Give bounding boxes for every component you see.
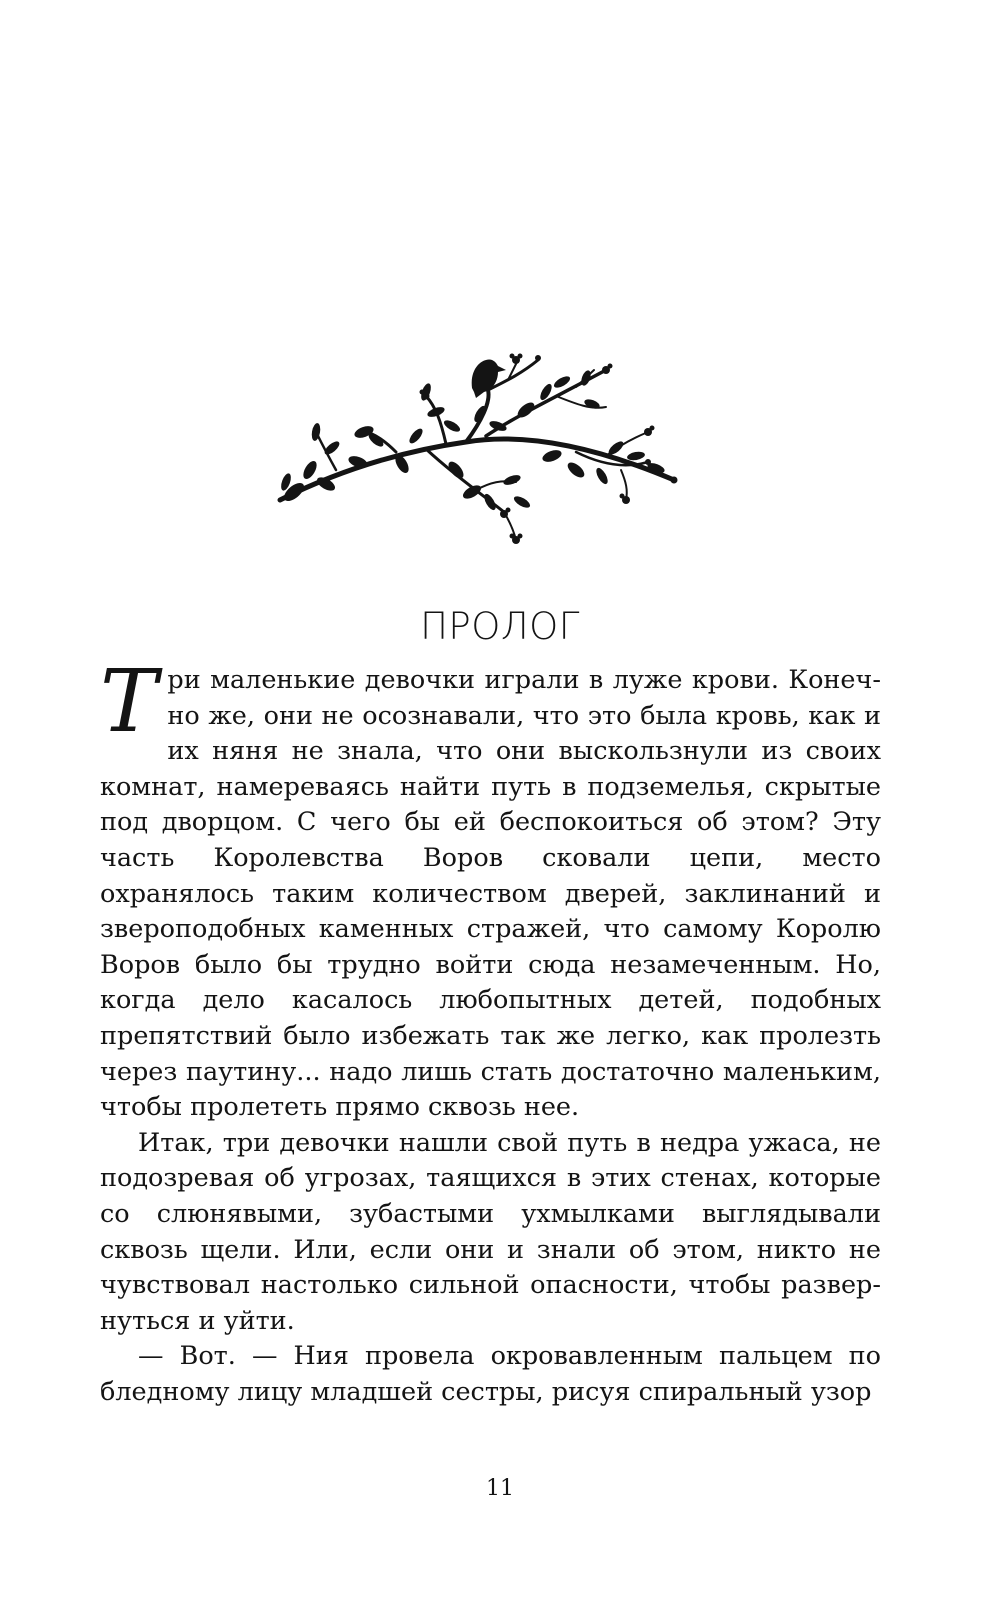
chapter-body [100,652,881,1410]
branch-with-bird-icon [276,352,680,548]
paragraph-text: ри маленькие девочки играли в луже крови. Конечно же, они не осознавали, что это была кровь, как и их няня не знала, что они выскользнули из своих комнат, намереваясь найти путь в подземелья, скрытые под дворцом. С чего бы ей беспокоиться об этом? Эту часть Королевства Воров сковали цепи, место охранялось таким количеством дверей, заклинаний и звероподобных каменных стражей, что самому Королю Воров было бы трудно войти сюда незамеченным. Но, когда дело касалось любопытных детей, подобных препятствий было избежать так же легко, как пролезть через паутину... надо лишь стать достаточно маленьким, чтобы пролететь прямо сквозь нее. [100,665,881,1123]
page-number: 11 [486,1476,514,1501]
chapter-title: ПРОЛОГ [420,605,580,648]
drop-cap: Т [100,652,158,752]
paragraph [100,652,881,1126]
paragraph: Итак, три девочки нашли свой путь в недра ужаса, не подозревая об угрозах, таящихся в этих стенах, которые со слюнявыми, зубастыми ухмылками выглядывали сквозь щели. Или, если они и знали об этом, никто не чувствовал настолько сильной опасности, чтобы развернуться и уйти. [100,1127,881,1336]
paragraph: — Вот. — Ния провела окровавленным пальцем по бледному лицу младшей сестры, рисуя спиральный узор [100,1341,881,1407]
